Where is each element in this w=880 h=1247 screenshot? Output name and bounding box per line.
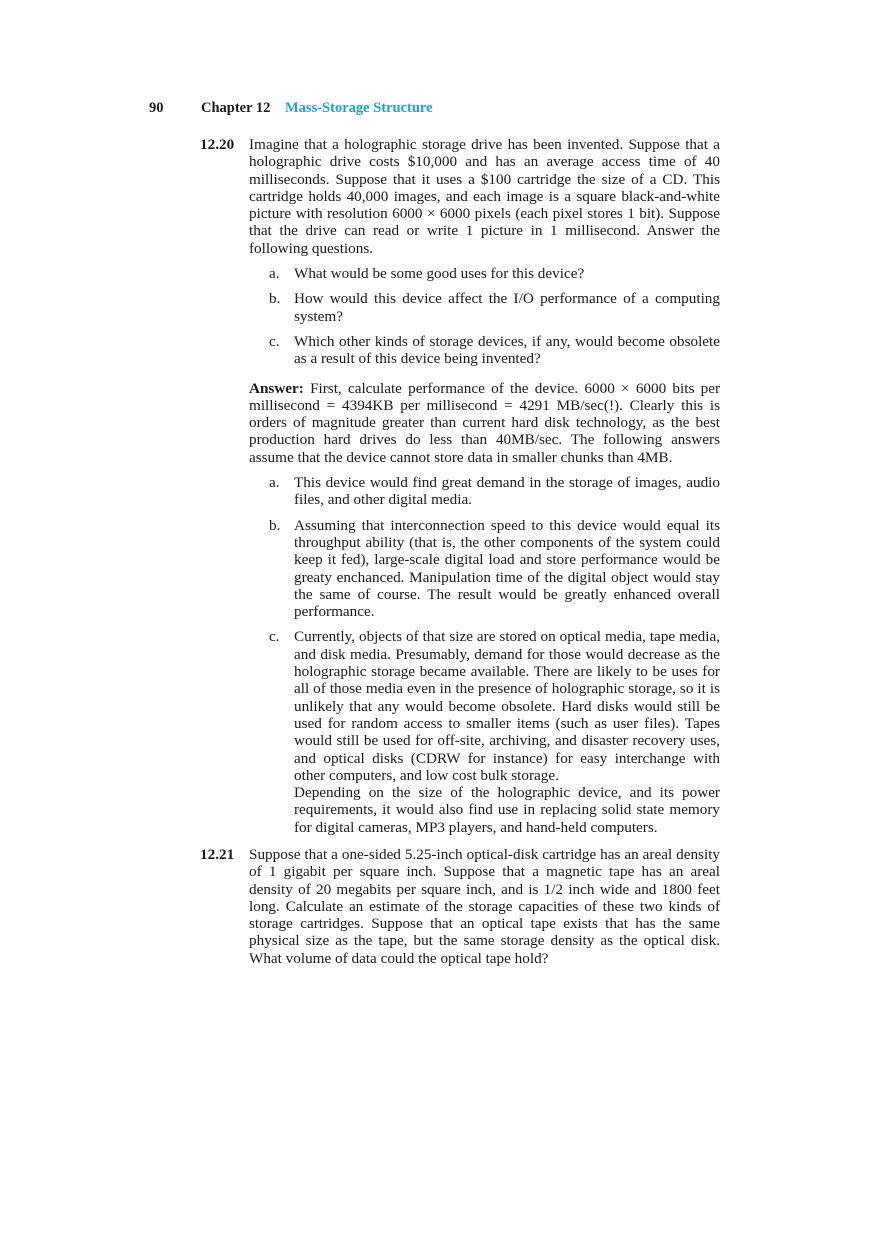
question-part-a (249, 265, 720, 282)
chapter-label: Chapter 12 (201, 100, 271, 116)
question-part-c (249, 333, 720, 368)
exercise-number: 12.20 (200, 136, 235, 153)
question-part-b (249, 290, 720, 325)
exercise-question: Imagine that a holographic storage drive has been invented. Suppose that a holographic drive costs $10,000 and has an average access time of 40 milliseconds. Suppose that it uses a $100 cartridge the size of a CD. This cartridge holds 40,000 images, and each image is a square black-and-white picture with resolution 6000 × 6000 pixels (each pixel stores 1 bit). Suppose that the drive can read or write 1 picture in 1 millisecond. Answer the following questions. (249, 136, 720, 257)
exercise-number: 12.21 (200, 845, 235, 863)
part-text: Which other kinds of storage devices, if any, would become obsolete as a result of this device being invented? (294, 332, 720, 368)
part-text: How would this device affect the I/O performance of a computing system? (294, 290, 720, 325)
part-letter: a. (269, 265, 280, 283)
answer-paragraph (249, 380, 720, 466)
exercise-12-20 (200, 136, 720, 836)
part-continuation: Depending on the size of the holographic device, and its power requirements, it would also find use in replacing solid state memory for digital cameras, MP3 players, and hand-held computers. (294, 784, 720, 836)
answer-part-a (249, 474, 720, 509)
part-letter: c. (269, 628, 280, 646)
answer-text: First, calculate performance of the device. 6000 × 6000 bits per millisecond = 4394KB per millisecond = 4291 MB/sec(!). Clearly this is orders of magnitude greater than current hard disk technology, as the best production hard drives do less than 40MB/sec. The following answers assume that the device cannot store data in smaller chunks than 4MB. (249, 379, 721, 466)
part-letter: b. (269, 516, 281, 534)
page-body (200, 136, 720, 967)
exercise-question: Suppose that a one-sided 5.25-inch optical-disk cartridge has an areal density of 1 gigabit per square inch. Suppose that a magnetic tape has an areal density of 20 megabits per square inch, and is 1/2 inch wide and 1800 feet long. Calculate an estimate of the storage capacities of these two kinds of storage cartridges. Suppose that an optical tape exists that has the same physical size as the tape, but the same storage density as the optical disk. What volume of data could the optical tape hold? (249, 845, 720, 967)
running-header (0, 100, 880, 120)
part-letter: c. (269, 332, 280, 350)
exercise-12-21 (200, 846, 720, 967)
part-text: This device would find great demand in the storage of images, audio files, and other digital media. (294, 474, 720, 509)
answer-part-b (249, 517, 720, 621)
answer-parts (249, 474, 720, 836)
part-text: Currently, objects of that size are stored on optical media, tape media, and disk media. Presumably, demand for those would decrease as the holographic storage became available. There are likely to be uses for all of those media even in the presence of holographic storage, so it is unlikely that any would become obsolete. Hard disks would still be used for random access to smaller items (such as user files). Tapes would still be used for off-site, archiving, and disaster recovery uses, and optical disks (CDRW for instance) for easy interchange with other computers, and low cost bulk storage. (294, 628, 720, 784)
answer-part-c (249, 628, 720, 836)
part-text: Assuming that interconnection speed to this device would equal its throughput ability (that is, the other components of the system could keep it fed), large-scale digital load and store performance would be greaty enchanced. Manipulation time of the digital object would stay the same of course. The result would be greatly enhanced overall performance. (294, 516, 720, 621)
part-letter: b. (269, 290, 281, 308)
part-letter: a. (269, 474, 280, 492)
chapter-title: Mass-Storage Structure (285, 100, 433, 116)
page-number: 90 (149, 100, 164, 116)
answer-label: Answer: (249, 379, 304, 397)
question-parts (249, 265, 720, 367)
part-text: What would be some good uses for this device? (294, 265, 585, 283)
